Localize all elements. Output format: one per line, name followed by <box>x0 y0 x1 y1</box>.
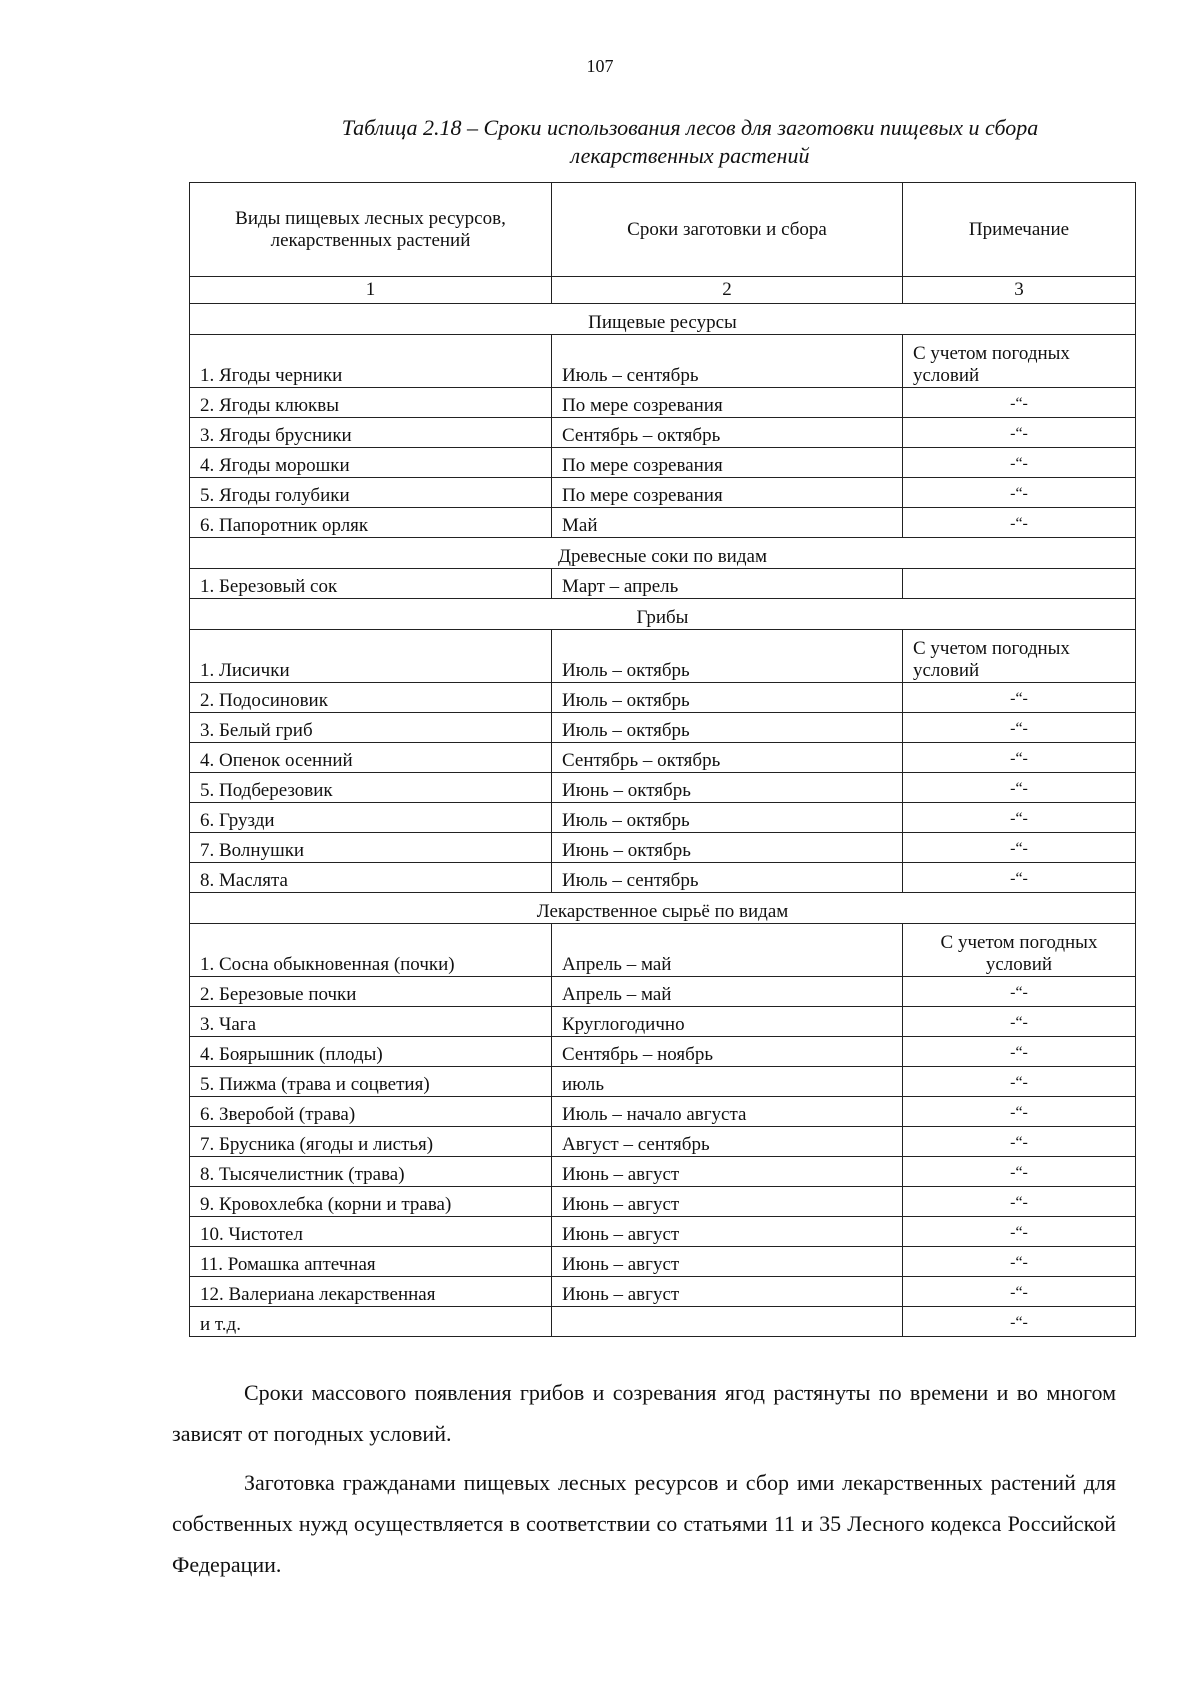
note-cell <box>903 977 1136 1007</box>
resource-name-cell: 5. Подберезовик <box>190 773 552 803</box>
section-row <box>190 538 1136 569</box>
harvest-period-cell: июль <box>552 1067 903 1097</box>
column-numbers-row <box>190 277 1136 304</box>
section-row <box>190 304 1136 335</box>
table-row <box>190 1067 1136 1097</box>
ditto-mark: -“- <box>1010 485 1028 502</box>
section-title: Пищевые ресурсы <box>190 304 1136 335</box>
note-cell <box>903 1157 1136 1187</box>
body-text <box>172 1372 1116 1593</box>
table-row <box>190 1277 1136 1307</box>
resource-name-cell: 9. Кровохлебка (корни и трава) <box>190 1187 552 1217</box>
harvest-period-cell: Март – апрель <box>552 569 903 599</box>
resource-name-cell: 1. Ягоды черники <box>190 335 552 388</box>
table-row <box>190 1247 1136 1277</box>
table-caption <box>190 114 1190 170</box>
note-cell <box>903 1007 1136 1037</box>
table-row <box>190 335 1136 388</box>
table-row <box>190 773 1136 803</box>
table-header-row <box>190 183 1136 277</box>
resource-name-cell: 3. Чага <box>190 1007 552 1037</box>
ditto-mark: -“- <box>1010 455 1028 472</box>
harvest-period-cell: Июль – октябрь <box>552 630 903 683</box>
section-row <box>190 893 1136 924</box>
harvest-period-cell: Июнь – август <box>552 1157 903 1187</box>
harvest-period-cell: Сентябрь – ноябрь <box>552 1037 903 1067</box>
note-cell <box>903 773 1136 803</box>
ditto-mark: -“- <box>1010 720 1028 737</box>
harvest-period-cell: Апрель – май <box>552 924 903 977</box>
table-body <box>190 183 1136 1337</box>
ditto-mark: -“- <box>1010 810 1028 827</box>
resource-name-cell: 5. Ягоды голубики <box>190 478 552 508</box>
note-cell <box>903 478 1136 508</box>
note-cell <box>903 863 1136 893</box>
header-resource-types: Виды пищевых лесных ресурсов, лекарственных растений <box>190 183 552 277</box>
ditto-mark: -“- <box>1010 1074 1028 1091</box>
table-row <box>190 388 1136 418</box>
harvest-periods-table <box>189 182 1136 1337</box>
harvest-period-cell: Июль – начало августа <box>552 1097 903 1127</box>
table-row <box>190 833 1136 863</box>
resource-name-cell: 1. Березовый сок <box>190 569 552 599</box>
paragraph-1: Сроки массового появления грибов и созревания ягод растянуты по времени и во многом зависят от погодных условий. <box>172 1380 1116 1446</box>
resource-name-cell: 5. Пижма (трава и соцветия) <box>190 1067 552 1097</box>
paragraph-2: Заготовка гражданами пищевых лесных ресурсов и сбор ими лекарственных растений для собственных нужд осуществляется в соответствии со статьями 11 и 35 Лесного кодекса Российской Федерации. <box>172 1470 1116 1577</box>
ditto-mark: -“- <box>1010 515 1028 532</box>
ditto-mark: -“- <box>1010 870 1028 887</box>
header-notes: Примечание <box>903 183 1136 277</box>
harvest-period-cell: Июль – сентябрь <box>552 863 903 893</box>
harvest-period-cell: Июнь – август <box>552 1187 903 1217</box>
ditto-mark: -“- <box>1010 395 1028 412</box>
table-caption-line-1: Таблица 2.18 – Сроки использования лесов для заготовки пищевых и сбора <box>341 115 1039 140</box>
resource-name-cell: 2. Подосиновик <box>190 683 552 713</box>
table-row <box>190 630 1136 683</box>
table-row <box>190 863 1136 893</box>
table-row <box>190 1097 1136 1127</box>
note-cell <box>903 1097 1136 1127</box>
table-row <box>190 924 1136 977</box>
note-cell <box>903 683 1136 713</box>
note-cell <box>903 1217 1136 1247</box>
table-row <box>190 569 1136 599</box>
note-cell <box>903 803 1136 833</box>
note-cell: С учетом погодных условий <box>903 335 1136 388</box>
note-cell <box>903 448 1136 478</box>
note-cell <box>903 388 1136 418</box>
harvest-period-cell: Апрель – май <box>552 977 903 1007</box>
note-cell <box>903 743 1136 773</box>
ditto-mark: -“- <box>1010 1164 1028 1181</box>
resource-name-cell: 4. Боярышник (плоды) <box>190 1037 552 1067</box>
harvest-period-cell: Сентябрь – октябрь <box>552 418 903 448</box>
resource-name-cell: 8. Тысячелистник (трава) <box>190 1157 552 1187</box>
note-cell <box>903 1307 1136 1337</box>
note-cell <box>903 1127 1136 1157</box>
ditto-mark: -“- <box>1010 1194 1028 1211</box>
harvest-period-cell: По мере созревания <box>552 448 903 478</box>
resource-name-cell: и т.д. <box>190 1307 552 1337</box>
note-cell <box>903 1187 1136 1217</box>
table-row <box>190 1217 1136 1247</box>
section-title: Грибы <box>190 599 1136 630</box>
harvest-period-cell: Июль – сентябрь <box>552 335 903 388</box>
section-row <box>190 599 1136 630</box>
table-row <box>190 1307 1136 1337</box>
resource-name-cell: 2. Ягоды клюквы <box>190 388 552 418</box>
resource-name-cell: 3. Белый гриб <box>190 713 552 743</box>
table-caption-line-2: лекарственных растений <box>570 143 810 168</box>
harvest-period-cell: По мере созревания <box>552 388 903 418</box>
note-cell <box>903 1067 1136 1097</box>
harvest-period-cell: Август – сентябрь <box>552 1127 903 1157</box>
resource-name-cell: 8. Маслята <box>190 863 552 893</box>
note-cell: С учетом погодных условий <box>903 924 1136 977</box>
harvest-period-cell: Июнь – август <box>552 1247 903 1277</box>
harvest-period-cell: Июль – октябрь <box>552 803 903 833</box>
resource-name-cell: 12. Валериана лекарственная <box>190 1277 552 1307</box>
ditto-mark: -“- <box>1010 1224 1028 1241</box>
table-row <box>190 478 1136 508</box>
resource-name-cell: 4. Ягоды морошки <box>190 448 552 478</box>
table-row <box>190 1127 1136 1157</box>
table-row <box>190 448 1136 478</box>
resource-name-cell: 6. Зверобой (трава) <box>190 1097 552 1127</box>
ditto-mark: -“- <box>1010 425 1028 442</box>
note-cell <box>903 1037 1136 1067</box>
note-cell <box>903 713 1136 743</box>
harvest-period-cell <box>552 1307 903 1337</box>
harvest-period-cell: Июнь – август <box>552 1217 903 1247</box>
harvest-period-cell: По мере созревания <box>552 478 903 508</box>
ditto-mark: -“- <box>1010 690 1028 707</box>
header-harvest-periods: Сроки заготовки и сбора <box>552 183 903 277</box>
section-title: Лекарственное сырьё по видам <box>190 893 1136 924</box>
resource-name-cell: 10. Чистотел <box>190 1217 552 1247</box>
resource-name-cell: 1. Лисички <box>190 630 552 683</box>
note-cell <box>903 569 1136 599</box>
ditto-mark: -“- <box>1010 1284 1028 1301</box>
resource-name-cell: 4. Опенок осенний <box>190 743 552 773</box>
harvest-period-cell: Июль – октябрь <box>552 713 903 743</box>
section-title: Древесные соки по видам <box>190 538 1136 569</box>
harvest-period-cell: Июнь – октябрь <box>552 773 903 803</box>
resource-name-cell: 11. Ромашка аптечная <box>190 1247 552 1277</box>
resource-name-cell: 1. Сосна обыкновенная (почки) <box>190 924 552 977</box>
harvest-period-cell: Июль – октябрь <box>552 683 903 713</box>
resource-name-cell: 6. Грузди <box>190 803 552 833</box>
ditto-mark: -“- <box>1010 1314 1028 1331</box>
resource-name-cell: 7. Брусника (ягоды и листья) <box>190 1127 552 1157</box>
ditto-mark: -“- <box>1010 840 1028 857</box>
column-number-1: 1 <box>190 277 552 304</box>
harvest-period-cell: Июнь – октябрь <box>552 833 903 863</box>
ditto-mark: -“- <box>1010 1134 1028 1151</box>
table-row <box>190 1007 1136 1037</box>
resource-name-cell: 6. Папоротник орляк <box>190 508 552 538</box>
resource-name-cell: 3. Ягоды брусники <box>190 418 552 448</box>
table-row <box>190 1037 1136 1067</box>
note-cell <box>903 1247 1136 1277</box>
ditto-mark: -“- <box>1010 1104 1028 1121</box>
table-row <box>190 743 1136 773</box>
harvest-period-cell: Июнь – август <box>552 1277 903 1307</box>
table-row <box>190 508 1136 538</box>
note-cell <box>903 508 1136 538</box>
note-cell <box>903 1277 1136 1307</box>
harvest-period-cell: Май <box>552 508 903 538</box>
note-cell <box>903 418 1136 448</box>
resource-name-cell: 7. Волнушки <box>190 833 552 863</box>
note-cell: С учетом погодных условий <box>903 630 1136 683</box>
note-cell <box>903 833 1136 863</box>
table-row <box>190 803 1136 833</box>
table-row <box>190 683 1136 713</box>
ditto-mark: -“- <box>1010 1044 1028 1061</box>
table-row <box>190 713 1136 743</box>
harvest-period-cell: Круглогодично <box>552 1007 903 1037</box>
resource-name-cell: 2. Березовые почки <box>190 977 552 1007</box>
table-row <box>190 1157 1136 1187</box>
ditto-mark: -“- <box>1010 750 1028 767</box>
ditto-mark: -“- <box>1010 1254 1028 1271</box>
table-row <box>190 977 1136 1007</box>
ditto-mark: -“- <box>1010 984 1028 1001</box>
table-row <box>190 1187 1136 1217</box>
column-number-2: 2 <box>552 277 903 304</box>
page-number: 107 <box>586 56 614 76</box>
column-number-3: 3 <box>903 277 1136 304</box>
ditto-mark: -“- <box>1010 1014 1028 1031</box>
ditto-mark: -“- <box>1010 780 1028 797</box>
table-row <box>190 418 1136 448</box>
harvest-period-cell: Сентябрь – октябрь <box>552 743 903 773</box>
